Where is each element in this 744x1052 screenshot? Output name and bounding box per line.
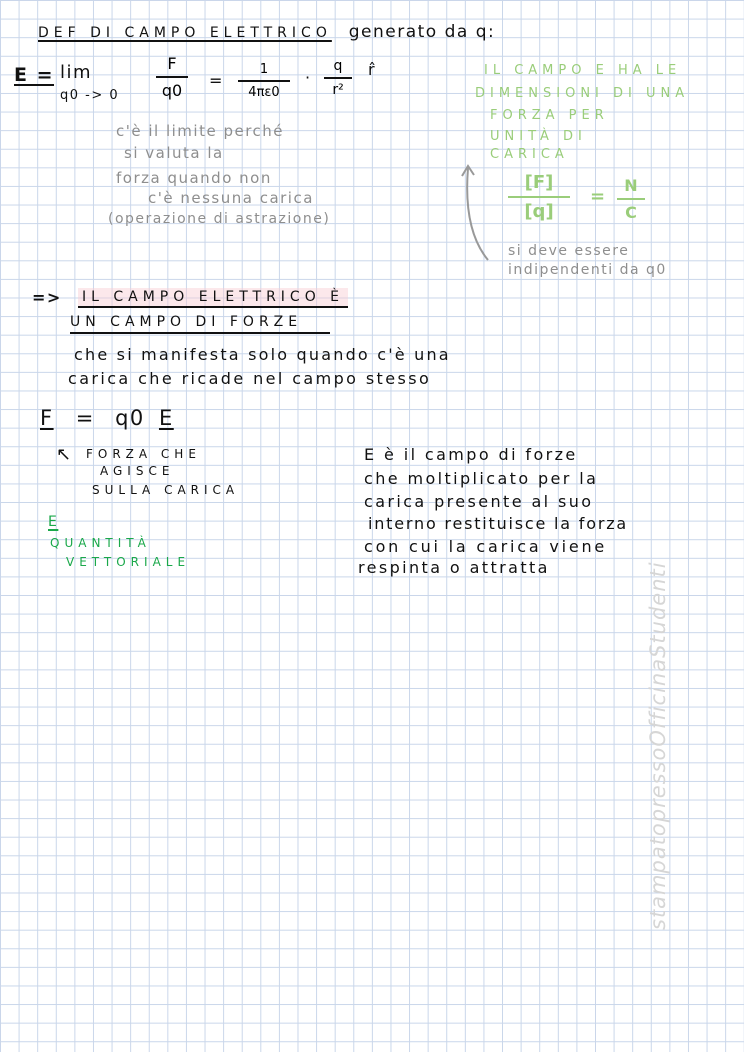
note-dimensions-line-3: FORZA PER xyxy=(490,108,609,123)
note-limit-line-4: c'è nessuna carica xyxy=(148,189,314,207)
note-limit-line-3: forza quando non xyxy=(116,169,272,187)
note-dimensions-line-2: DIMENSIONI DI UNA xyxy=(475,86,690,101)
fraction-units: N C xyxy=(617,176,645,222)
vector-note-line-2: VETTORIALE xyxy=(66,555,191,569)
note-limit-line-2: si valuta la xyxy=(124,144,224,162)
implies-arrow: => xyxy=(32,288,62,307)
fraction-q-r2: q r² xyxy=(324,58,352,98)
field-desc-line-3: carica presente al suo xyxy=(364,492,594,511)
dimensions-equals: = xyxy=(590,186,606,207)
note-independent-line-2: indipendenti da q0 xyxy=(508,262,667,278)
formula-lim: lim xyxy=(60,62,93,83)
definition-line-1: IL CAMPO ELETTRICO È xyxy=(78,288,348,308)
formula-dot: · xyxy=(305,68,311,87)
page-title xyxy=(38,22,495,42)
definition-line-2: UN CAMPO DI FORZE xyxy=(70,314,330,334)
note-dimensions-line-5: CARICA xyxy=(490,147,569,162)
formula-unit-vector: r̂ xyxy=(368,60,375,79)
force-equation: F = q0 E xyxy=(40,406,174,430)
note-dimensions-line-1: IL CAMPO E HA LE xyxy=(484,63,682,78)
fraction-F-q0: F q0 xyxy=(156,54,188,100)
note-limit-line-5: (operazione di astrazione) xyxy=(108,211,331,227)
force-note-line-3: SULLA CARICA xyxy=(92,483,240,497)
definition-desc-line-1: che si manifesta solo quando c'è una xyxy=(74,345,451,364)
title-underlined: DEF DI CAMPO ELETTRICO xyxy=(38,25,332,41)
formula-lhs: E = xyxy=(14,64,55,86)
field-desc-line-4: interno restituisce la forza xyxy=(368,514,629,533)
note-limit-line-1: c'è il limite perché xyxy=(116,122,285,140)
field-desc-line-2: che moltiplicato per la xyxy=(364,469,599,488)
field-desc-line-5: con cui la carica viene xyxy=(364,537,608,556)
note-independent-line-1: si deve essere xyxy=(508,243,630,259)
definition-desc-line-2: carica che ricade nel campo stesso xyxy=(68,369,432,388)
title-rest: generato da q: xyxy=(348,22,496,42)
curved-arrow-icon xyxy=(458,160,498,270)
formula-lim-sub: q0 -> 0 xyxy=(60,88,120,103)
force-note-line-1: FORZA CHE xyxy=(86,447,201,461)
fraction-dimensions: [F] [q] xyxy=(508,172,570,222)
note-dimensions-line-4: UNITÀ DI xyxy=(490,129,587,144)
watermark: stampatopressoOfficinaStudenti xyxy=(646,561,670,930)
field-desc-line-1: E è il campo di forze xyxy=(364,445,578,464)
field-desc-line-6: respinta o attratta xyxy=(358,558,550,577)
vector-note-line-1: QUANTITÀ xyxy=(50,536,151,550)
force-note-line-2: AGISCE xyxy=(100,464,175,478)
arrow-up-left-icon: ↖ xyxy=(56,444,72,465)
fraction-coulomb-constant: 1 4πε0 xyxy=(238,62,290,100)
vector-note-symbol: E xyxy=(48,514,59,530)
formula-equals: = xyxy=(209,71,223,90)
